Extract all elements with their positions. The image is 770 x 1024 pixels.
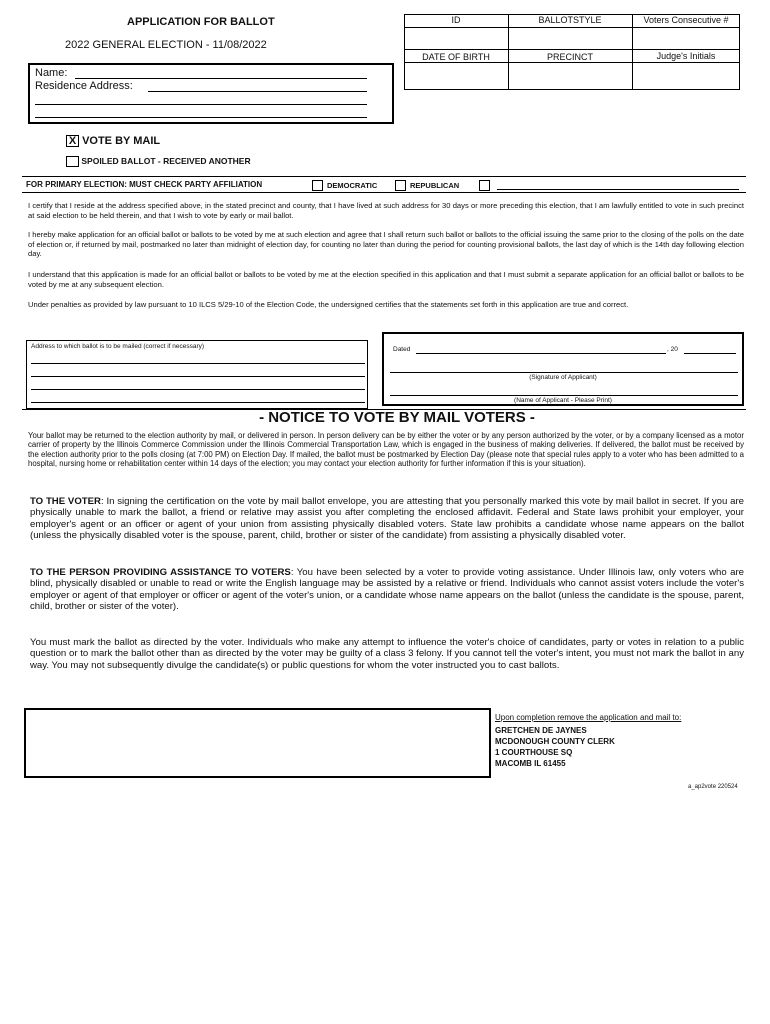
mailing-address-label: Address to which ballot is to be mailed (correct if necessary) bbox=[31, 343, 205, 350]
mailing-line-3[interactable] bbox=[31, 389, 365, 390]
republican-label: REPUBLICAN bbox=[410, 181, 460, 190]
to-the-voter-paragraph bbox=[30, 496, 744, 542]
notice-title: - NOTICE TO VOTE BY MAIL VOTERS - bbox=[259, 409, 535, 426]
year-label: , 20 bbox=[667, 346, 678, 353]
precinct-label: PRECINCT bbox=[546, 52, 593, 62]
certify-paragraph-4: Under penalties as provided by law pursuant to 10 ILCS 5/29-10 of the Election Code, the undersigned certifies that the statements set forth in this application are true and correct. bbox=[28, 300, 629, 309]
form-title: APPLICATION FOR BALLOT bbox=[127, 16, 275, 28]
mailing-label-box bbox=[24, 708, 491, 778]
assistance-heading: TO THE PERSON PROVIDING ASSISTANCE TO VOTERS bbox=[30, 567, 291, 578]
vote-by-mail-checkbox[interactable]: X bbox=[66, 135, 79, 147]
vote-by-mail-row bbox=[66, 135, 160, 147]
mailing-address-box bbox=[26, 340, 368, 409]
other-party-line[interactable] bbox=[497, 189, 739, 190]
mailing-line-1[interactable] bbox=[31, 363, 365, 364]
mailing-line-4[interactable] bbox=[31, 402, 365, 403]
residence-label: Residence Address: bbox=[35, 80, 133, 92]
name-line[interactable] bbox=[75, 78, 367, 79]
ballotstyle-label: BALLOTSTYLE bbox=[538, 15, 602, 25]
dated-line[interactable] bbox=[416, 353, 666, 354]
primary-divider bbox=[22, 176, 746, 177]
spoiled-checkbox[interactable] bbox=[66, 156, 79, 167]
other-party-checkbox[interactable] bbox=[479, 180, 490, 191]
signature-label: (Signature of Applicant) bbox=[529, 374, 597, 381]
republican-checkbox[interactable] bbox=[395, 180, 406, 191]
spoiled-label: SPOILED BALLOT - RECEIVED ANOTHER bbox=[81, 156, 251, 166]
certify-paragraph-2: I hereby make application for an official ballot or ballots to be voted by me at such election and agree that I shall return such ballot or ballots to the official issuing the same prior to the closing of the polls on the date of election or, if returned by mail, postmarked no later than midnight of election day, for counting no later than during the period for counting provisional ballots, the last day of which is the 14th day following election day. bbox=[28, 230, 744, 259]
to-the-voter-heading: TO THE VOTER bbox=[30, 496, 101, 507]
return-line-2: MCDONOUGH COUNTY CLERK bbox=[495, 737, 615, 746]
certify-paragraph-1: I certify that I reside at the address specified above, in the stated precinct and county, that I have lived at such address for 30 days or more preceding this election, that I am lawfully entitled to vote in such precinct at said election to be held therein, and that I wish to vote by early or mail ballot. bbox=[28, 201, 744, 220]
return-line-4: MACOMB IL 61455 bbox=[495, 759, 566, 768]
dob-label: DATE OF BIRTH bbox=[422, 52, 490, 62]
primary-divider-bottom bbox=[22, 192, 746, 193]
residence-line[interactable] bbox=[148, 91, 367, 92]
voter-info-box bbox=[28, 63, 394, 124]
voters-consecutive-label: Voters Consecutive # bbox=[643, 15, 729, 25]
spoiled-row bbox=[66, 156, 251, 167]
mailing-line-2[interactable] bbox=[31, 376, 365, 377]
mark-ballot-paragraph: You must mark the ballot as directed by the voter. Individuals who make any attempt to influence the voter's choice of candidates, party or votes in relation to a public question or to mark the ballot other than as directed by the voter may be guilty of a class 3 felony. If you cannot tell the voter's intent, you must not mark the ballot in any way. You may not subsequently divulge the candidate(s) or public questions for whom the voter instructed you to cast ballots. bbox=[30, 637, 744, 671]
signature-box bbox=[382, 332, 744, 406]
election-title: 2022 GENERAL ELECTION - 11/08/2022 bbox=[65, 39, 267, 51]
notice-intro: Your ballot may be returned to the election authority by mail, or delivered in person. In person delivery can be by either the voter or by any person authorized by the voter, or by a company licensed as a motor carrier of property by the Illinois Commerce Commission under the Illinois Commercial Transportation Law, which is engaged in the business of making deliveries. If delivered, the ballot must be received by the election authority prior to the polls closing (at 7:00 PM) on Election Day. If mailed, the ballot must be postmarked by Election Day (please note that special rules apply to a voter who has been admitted to a hospital, nursing home or rehabilitation center within 14 days of the election; you may contact your election authority for further information if this is your situation). bbox=[28, 431, 744, 468]
assistance-text: : You have been selected by a voter to provide voting assistance. Under Illinois law, only voters who are blind, physically disabled or unable to read or write the English language may be assisted by a relative or friend. Individuals who cannot assist voters include the voter's employer or agent of that employer or officer or agent of the voter's union, or a candidate whose name appears on the ballot (unless the candidate is the spouse, parent, child, brother or sister of the voter). bbox=[30, 567, 745, 613]
address-line-3[interactable] bbox=[35, 117, 367, 118]
democratic-label: DEMOCRATIC bbox=[327, 181, 378, 190]
return-line-3: 1 COURTHOUSE SQ bbox=[495, 748, 573, 757]
certify-paragraph-3: I understand that this application is made for an official ballot or ballots to be voted by me at the election specified in this application and that I must submit a separate application for an official ballot or ballots to be voted by me at any subsequent election. bbox=[28, 270, 744, 289]
form-code: a_ap2vote 220524 bbox=[688, 784, 738, 790]
address-line-2[interactable] bbox=[35, 104, 367, 105]
signature-line[interactable] bbox=[390, 372, 738, 373]
judges-initials-label: Judge's Initials bbox=[656, 51, 716, 61]
print-name-line[interactable] bbox=[390, 395, 738, 396]
print-name-label: (Name of Applicant - Please Print) bbox=[514, 397, 612, 404]
democratic-checkbox[interactable] bbox=[312, 180, 323, 191]
name-label: Name: bbox=[35, 67, 68, 79]
to-the-voter-text: : In signing the certification on the vote by mail ballot envelope, you are attesting that you personally marked this vote by mail ballot in secret. If you are physically unable to mark the ballot, a friend or relative may assist you after completing the enclosed affidavit. Federal and State laws prohibit your employer, your employer's agent or an officer or agent of your union from assisting physically disabled voters. State law prohibits a candidate whose name appears on the ballot (unless the physically disabled voter is the spouse, parent, child, brother or sister of the candidate) from assisting a physically disabled voter. bbox=[30, 496, 745, 542]
dated-label: Dated bbox=[393, 346, 411, 353]
id-label: ID bbox=[451, 15, 461, 25]
return-line-1: GRETCHEN DE JAYNES bbox=[495, 726, 587, 735]
return-address bbox=[495, 725, 615, 769]
primary-label: FOR PRIMARY ELECTION: MUST CHECK PARTY AFFILIATION bbox=[26, 180, 263, 189]
vote-by-mail-label: VOTE BY MAIL bbox=[82, 135, 161, 147]
return-instruction: Upon completion remove the application and mail to: bbox=[495, 713, 682, 722]
year-line[interactable] bbox=[684, 353, 736, 354]
assistance-paragraph bbox=[30, 567, 744, 613]
